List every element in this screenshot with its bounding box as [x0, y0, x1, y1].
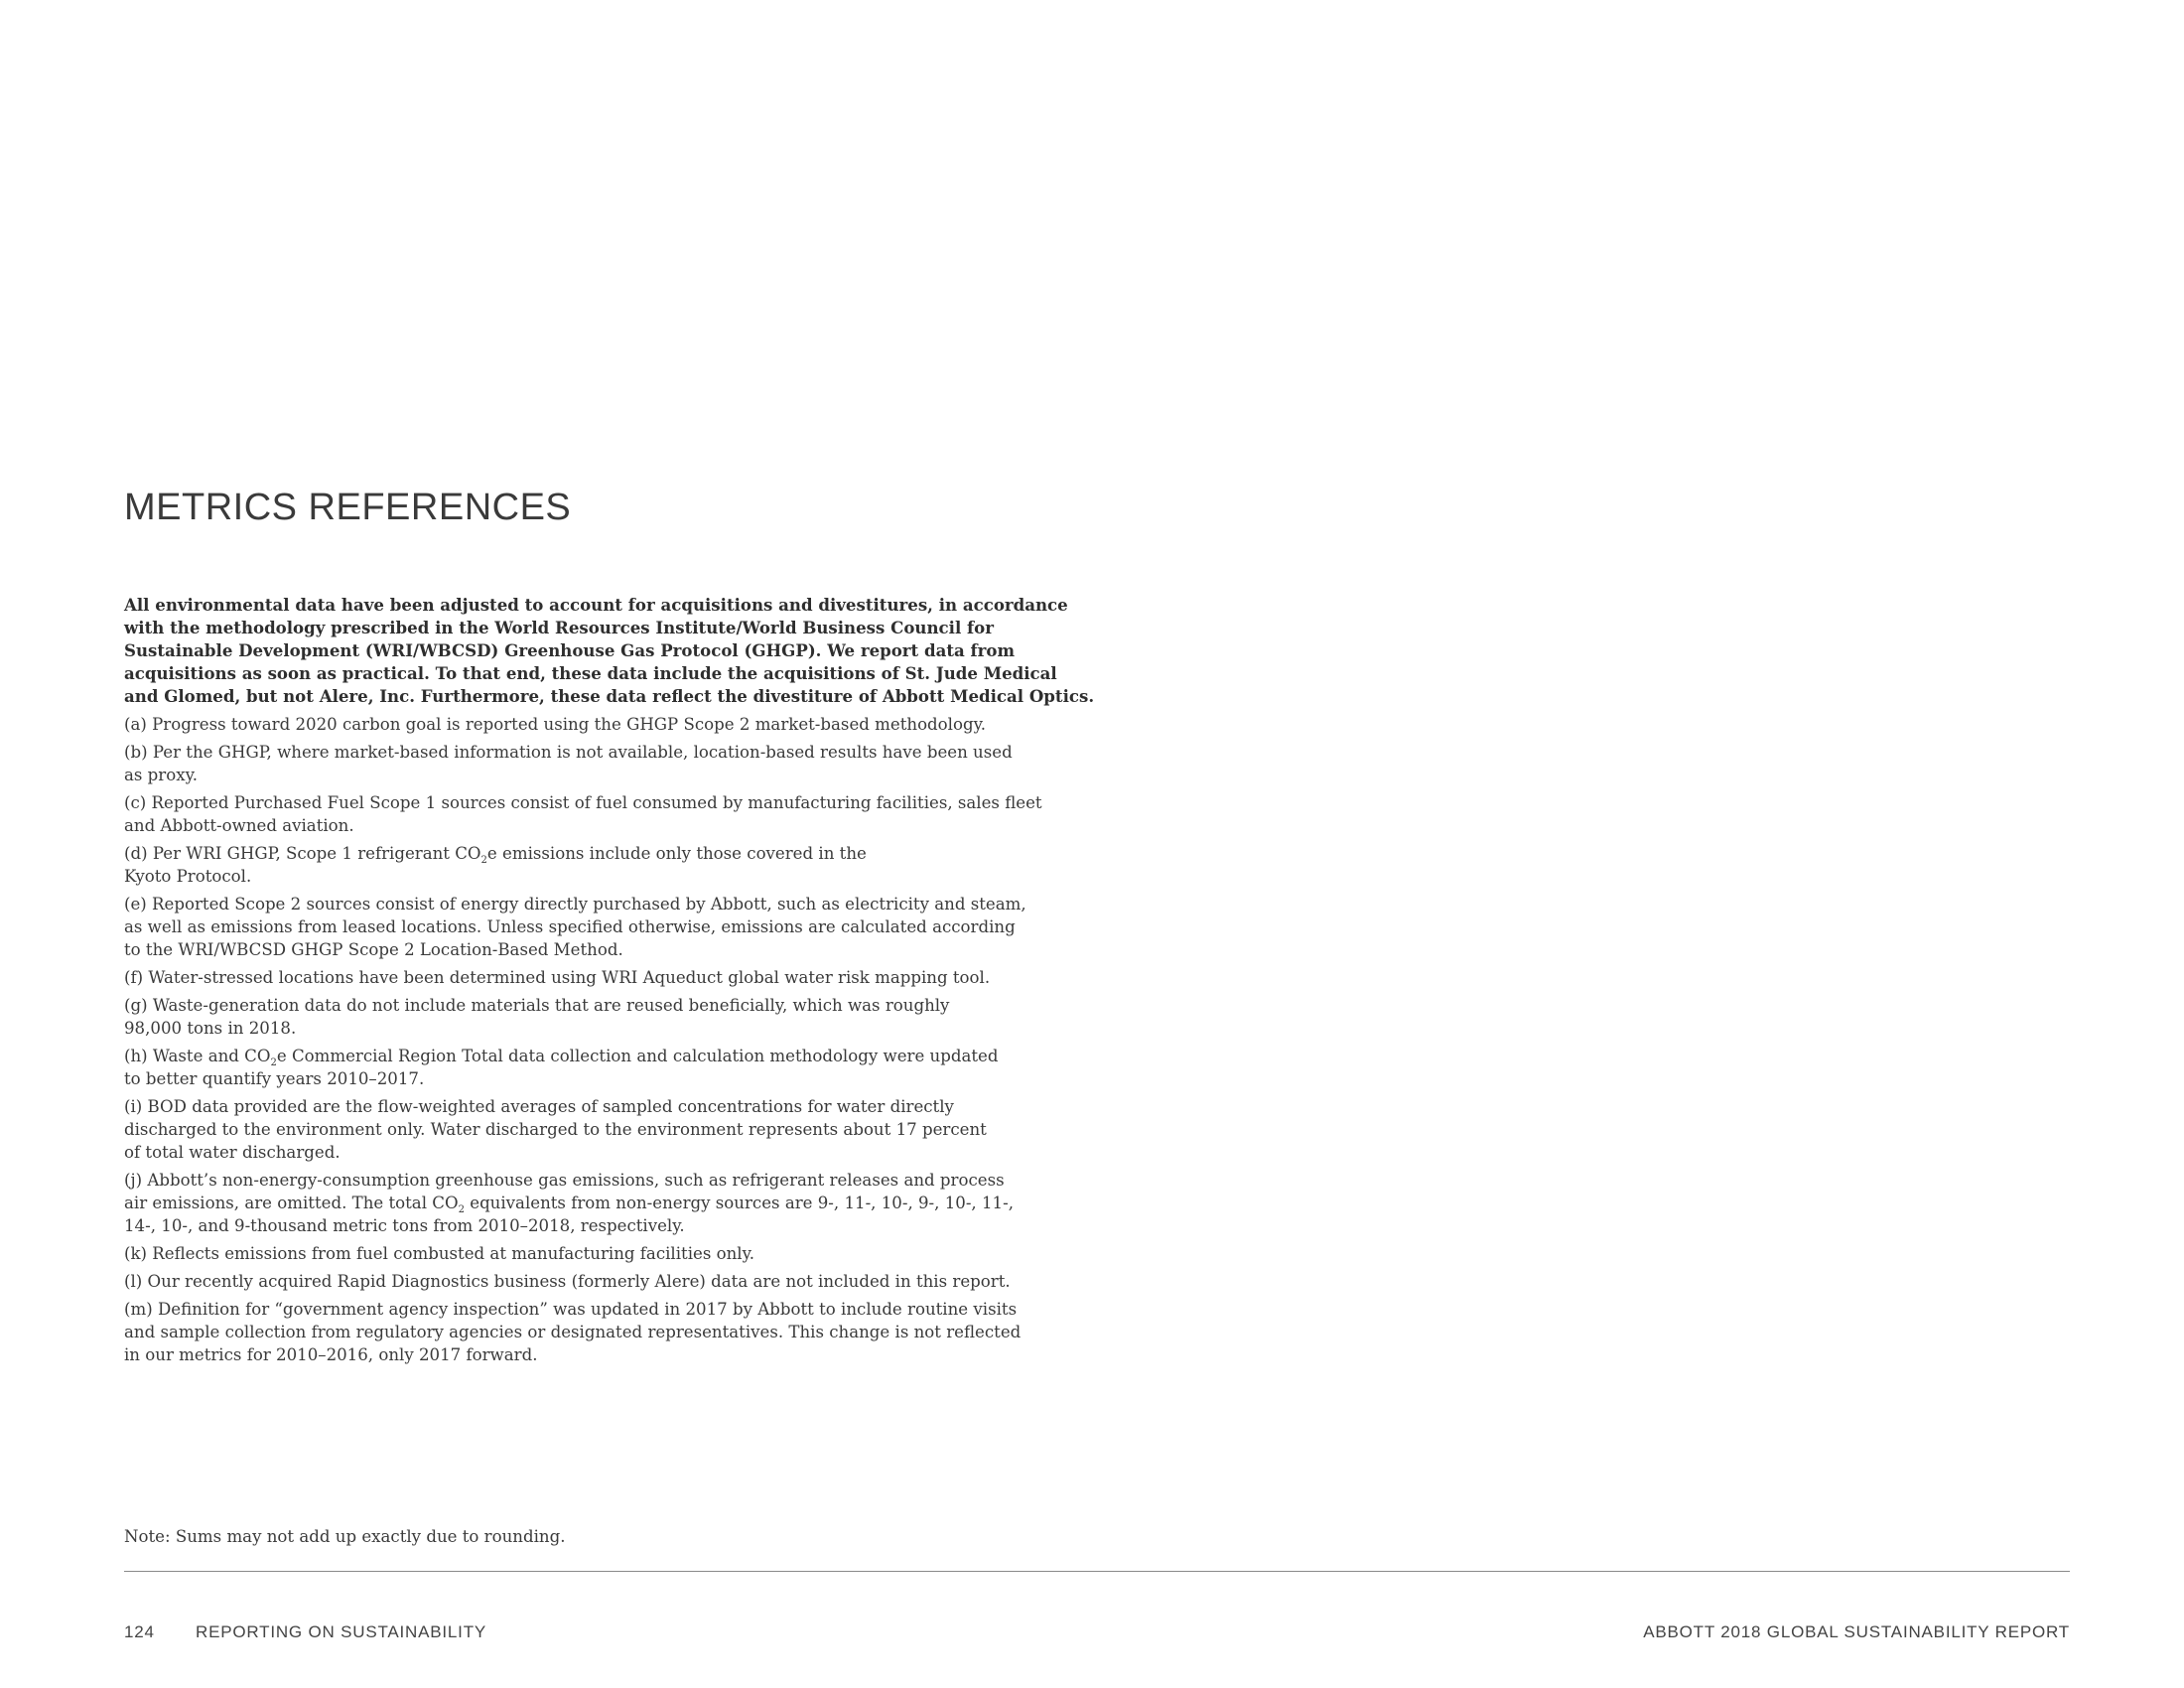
- reference-line: (g) Waste-generation data do not include materials that are reused beneficially, which was roughly: [124, 996, 950, 1015]
- reference-line: (f) Water-stressed locations have been determined using WRI Aqueduct global water risk mapping tool.: [124, 968, 991, 987]
- reference-line: in our metrics for 2010–2016, only 2017 forward.: [124, 1345, 538, 1364]
- page-title: METRICS REFERENCES: [124, 487, 572, 528]
- reference-line: (j) Abbott’s non-energy-consumption greenhouse gas emissions, such as refrigerant releases and process: [124, 1171, 1005, 1190]
- reference-line: Kyoto Protocol.: [124, 867, 252, 886]
- reference-g: [124, 994, 1067, 1040]
- report-title: ABBOTT 2018 GLOBAL SUSTAINABILITY REPORT: [1643, 1622, 2070, 1641]
- page-number: 124: [124, 1622, 155, 1641]
- reference-m: [124, 1298, 1067, 1366]
- reference-line: 14-, 10-, and 9-thousand metric tons from 2010–2018, respectively.: [124, 1216, 685, 1235]
- reference-text: e emissions include only those covered in the: [486, 844, 867, 863]
- reference-i: [124, 1095, 1067, 1164]
- intro-line: with the methodology prescribed in the World Resources Institute/World Business Council for: [124, 618, 994, 637]
- reference-line: (b) Per the GHGP, where market-based information is not available, location-based results have been used: [124, 743, 1013, 762]
- section-title: REPORTING ON SUSTAINABILITY: [196, 1622, 487, 1641]
- reference-line: (l) Our recently acquired Rapid Diagnostics business (formerly Alere) data are not included in this report.: [124, 1272, 1011, 1291]
- reference-text: (h) Waste and CO: [124, 1047, 271, 1065]
- footer-divider: [124, 1571, 2070, 1572]
- intro-line: and Glomed, but not Alere, Inc. Furthermore, these data reflect the divestiture of Abbott Medical Optics.: [124, 686, 1095, 706]
- rounding-note: Note: Sums may not add up exactly due to rounding.: [124, 1527, 566, 1546]
- reference-a: [124, 713, 1067, 736]
- intro-line: acquisitions as soon as practical. To that end, these data include the acquisitions of St. Jude Medical: [124, 663, 1057, 683]
- reference-line: (i) BOD data provided are the flow-weighted averages of sampled concentrations for water directly: [124, 1097, 954, 1116]
- reference-text: equivalents from non-energy sources are 9-, 11-, 10-, 9-, 10-, 11-,: [464, 1194, 1014, 1212]
- reference-c: [124, 791, 1067, 837]
- reference-line: [124, 1045, 1067, 1067]
- reference-e: [124, 893, 1067, 961]
- reference-b: [124, 741, 1067, 786]
- reference-line: [124, 1192, 1067, 1214]
- reference-line: (m) Definition for “government agency inspection” was updated in 2017 by Abbott to include routine visits: [124, 1300, 1018, 1319]
- reference-line: discharged to the environment only. Water discharged to the environment represents about 17 percent: [124, 1120, 987, 1139]
- reference-line: to better quantify years 2010–2017.: [124, 1069, 425, 1088]
- intro-line: All environmental data have been adjusted to account for acquisitions and divestitures, in accordance: [124, 595, 1068, 615]
- reference-line: (a) Progress toward 2020 carbon goal is reported using the GHGP Scope 2 market-based methodology.: [124, 715, 987, 734]
- reference-line: (c) Reported Purchased Fuel Scope 1 sources consist of fuel consumed by manufacturing facilities, sales fleet: [124, 793, 1042, 812]
- reference-line: and sample collection from regulatory agencies or designated representatives. This change is not reflected: [124, 1323, 1022, 1341]
- reference-line: of total water discharged.: [124, 1143, 341, 1162]
- reference-line: 98,000 tons in 2018.: [124, 1019, 297, 1038]
- reference-k: [124, 1242, 1067, 1265]
- reference-text: e Commercial Region Total data collection and calculation methodology were updated: [276, 1047, 999, 1065]
- reference-line: as proxy.: [124, 766, 199, 784]
- reference-l: [124, 1270, 1067, 1293]
- subscript: 2: [270, 1057, 277, 1068]
- reference-line: (e) Reported Scope 2 sources consist of energy directly purchased by Abbott, such as electricity and steam,: [124, 895, 1026, 914]
- reference-h: [124, 1045, 1067, 1090]
- subscript: 2: [458, 1204, 465, 1215]
- reference-line: as well as emissions from leased locations. Unless specified otherwise, emissions are calculated according: [124, 917, 1016, 936]
- reference-f: [124, 966, 1067, 989]
- subscript: 2: [480, 855, 487, 866]
- reference-line: [124, 842, 1067, 865]
- metrics-references-body: [124, 594, 1095, 1371]
- reference-line: to the WRI/WBCSD GHGP Scope 2 Location-Based Method.: [124, 940, 623, 959]
- reference-d: [124, 842, 1067, 888]
- intro-line: Sustainable Development (WRI/WBCSD) Greenhouse Gas Protocol (GHGP). We report data from: [124, 640, 1016, 660]
- reference-line: (k) Reflects emissions from fuel combusted at manufacturing facilities only.: [124, 1244, 755, 1263]
- intro-paragraph: [124, 594, 1095, 708]
- reference-j: [124, 1169, 1067, 1237]
- reference-line: and Abbott-owned aviation.: [124, 816, 354, 835]
- reference-text: (d) Per WRI GHGP, Scope 1 refrigerant CO: [124, 844, 481, 863]
- reference-text: air emissions, are omitted. The total CO: [124, 1194, 459, 1212]
